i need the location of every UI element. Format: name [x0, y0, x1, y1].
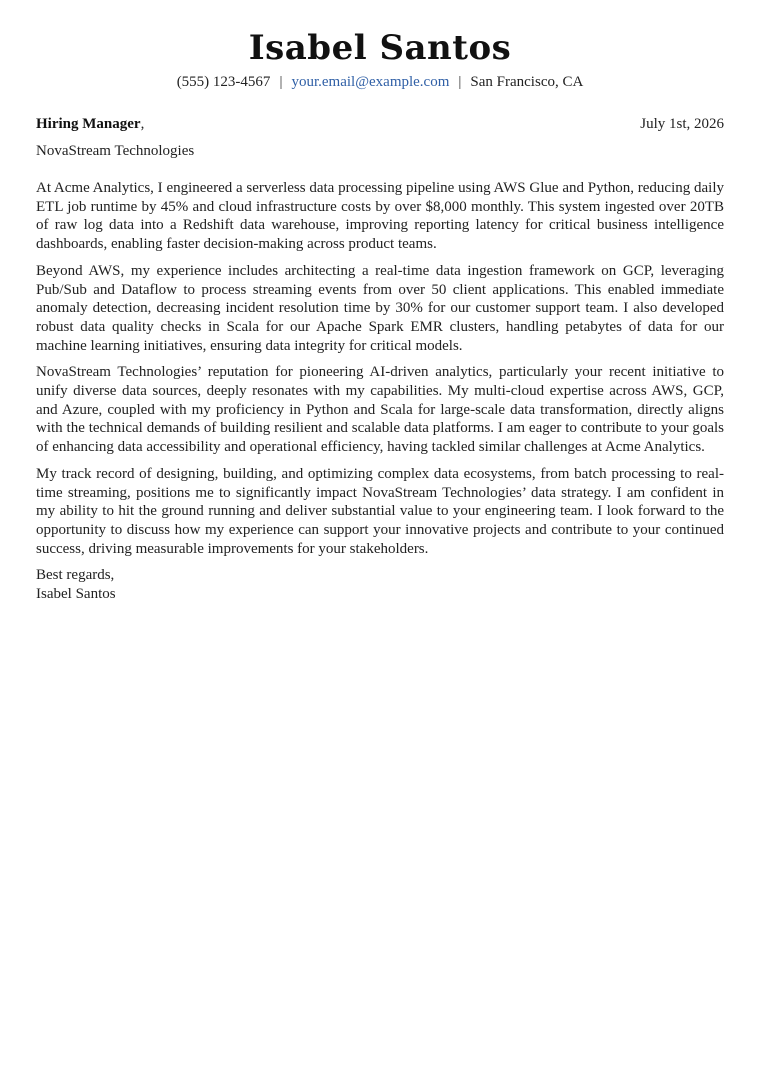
location: San Francisco, CA [470, 74, 584, 90]
cover-letter-page [36, 28, 724, 604]
letter-body [36, 179, 724, 558]
separator: | [458, 74, 462, 90]
applicant-name: Isabel Santos [248, 28, 512, 68]
recipient-name: Hiring Manager [36, 116, 141, 132]
closing-salutation: Best regards, [36, 567, 115, 584]
phone-number: (555) 123-4567 [176, 74, 271, 90]
body-paragraph: At Acme Analytics, I engineered a serverless data processing pipeline using AWS Glue and Python, reducing daily ETL job runtime by 45% and cloud infrastructure costs by over $8,000 monthly. This system ingested over 20TB of raw log data into a Redshift data warehouse, improving reporting latency for critical business intelligence dashboards, enabling faster decision-making across product teams. [36, 180, 724, 253]
separator: | [279, 74, 283, 90]
recipient-company: NovaStream Technologies [36, 143, 195, 159]
recipient-line [36, 114, 144, 134]
email-link[interactable]: your.email@example.com [291, 74, 450, 90]
signature-name: Isabel Santos [36, 586, 116, 603]
contact-line [36, 72, 724, 92]
body-paragraph: NovaStream Technologies’ reputation for pioneering AI-driven analytics, particularly your recent initiative to unify diverse data sources, deeply resonates with my capabilities. My multi-cloud expertise across AWS, GCP, and Azure, coupled with my proficiency in Python and Scala for large-scale data transformation, directly aligns with the technical demands of building resilient and scalable data platforms. I am eager to contribute to your goals of enhancing data accessibility and operational efficiency, having tackled similar challenges at Acme Analytics. [36, 364, 724, 456]
closing-block [36, 566, 724, 603]
body-paragraph: Beyond AWS, my experience includes architecting a real-time data ingestion framework on GCP, leveraging Pub/Sub and Dataflow to process streaming events from over 50 client applications. This enabled immediate anomaly detection, decreasing incident resolution time by 30% for our customer support team. I also developed robust data quality checks in Scala for our Apache Spark EMR clusters, handling petabytes of data for our machine learning initiatives, ensuring data integrity for critical models. [36, 262, 724, 354]
recipient-date-row [36, 114, 724, 134]
letter-date: July 1st, 2026 [640, 116, 724, 132]
recipient-suffix: , [140, 116, 145, 132]
body-paragraph: My track record of designing, building, and optimizing complex data ecosystems, from batch processing to real-time streaming, positions me to significantly impact NovaStream Technologies’ data strategy. I am confident in my ability to hit the ground running and deliver substantial value to your engineering team. I look forward to the opportunity to discuss how my experience can support your innovative projects and contribute to your continued success, driving measurable improvements for your stakeholders. [36, 465, 724, 557]
